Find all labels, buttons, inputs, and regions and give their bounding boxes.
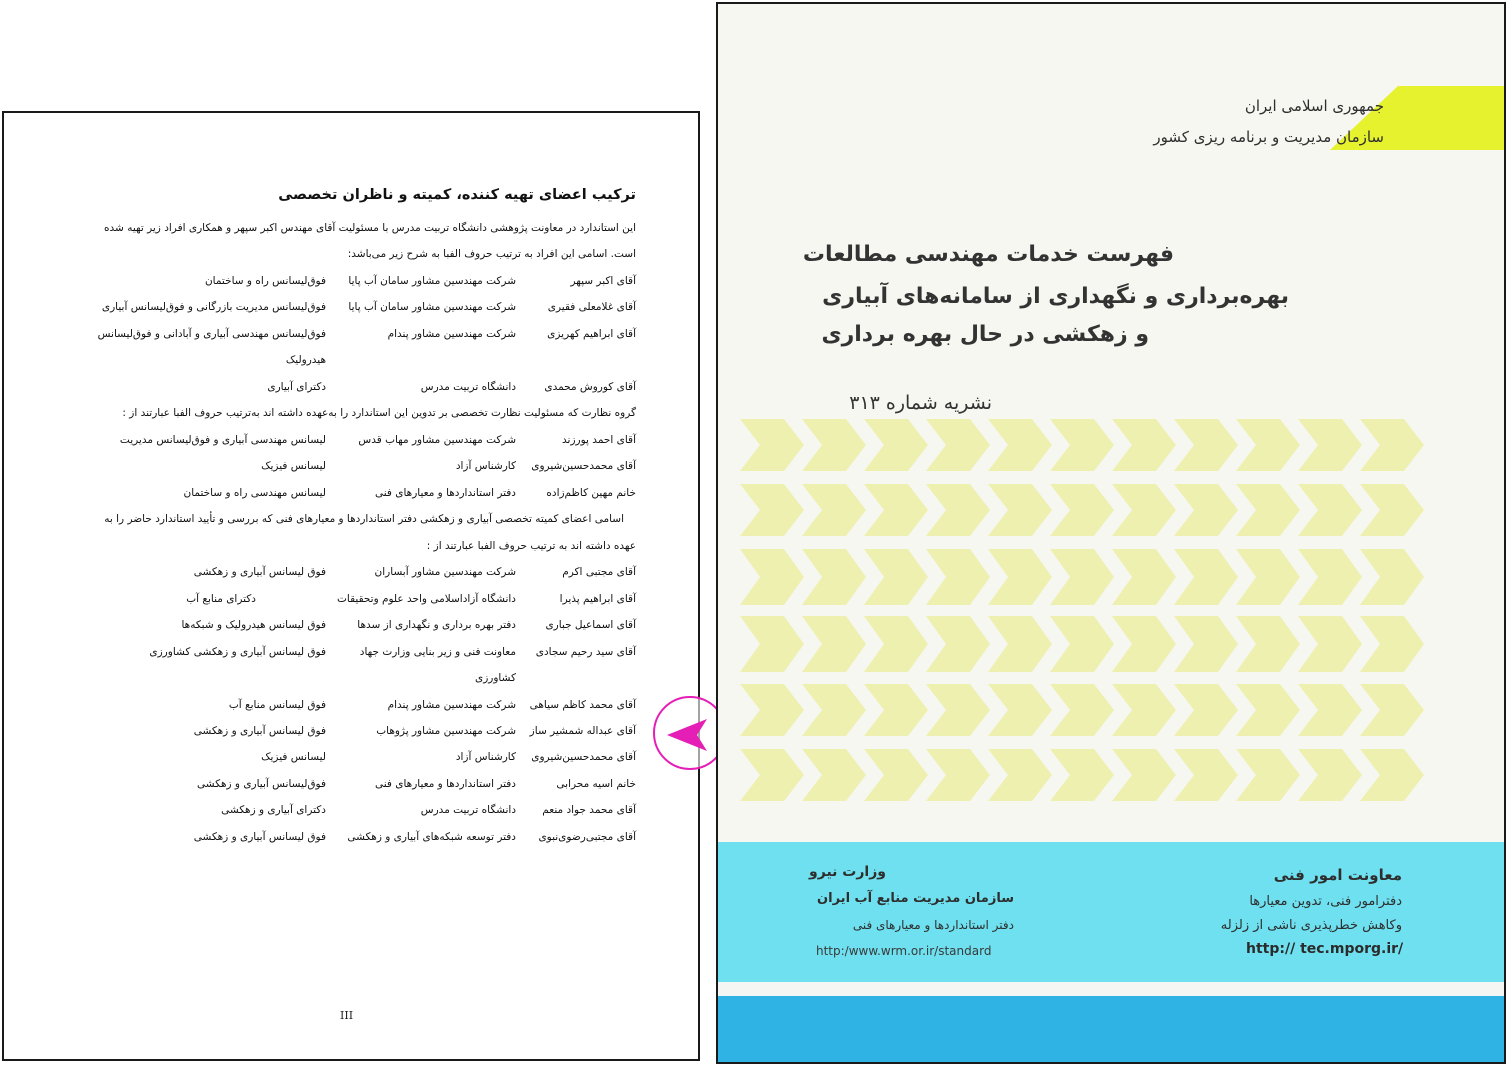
chevron-shape [802,616,866,672]
member-name: آقای کوروش محمدی [544,381,636,393]
member-name: آقای غلامعلی فقیری [547,301,636,313]
member-org: شرکت مهندسین مشاور پندام [387,699,516,711]
member-org: دفتر استانداردها و معیارهای فنی [374,487,516,499]
page-number: III [340,1009,354,1022]
member-degree: دکترای منابع آب [186,593,256,605]
footer-right-line-2: دفترامور فنی، تدوین معیارها [1249,894,1402,909]
member-org: کشاورزی [475,672,516,684]
chevron-shape [988,749,1052,801]
member-org: کارشناس آزاد [455,751,516,763]
member-org: دانشگاه تربیت مدرس [420,804,516,816]
member-name: آقای احمد پورزند [562,434,636,446]
chevron-shape [926,549,990,605]
cover-title-line-3: و زهکشی در حال بهره برداری [821,322,1149,347]
member-degree: لیسانس مهندسی راه و ساختمان [183,487,326,499]
document-cover-right [716,2,1506,1064]
chevron-shape [864,684,928,736]
footer-left-line-2: سازمان مدیریت منابع آب ایران [817,891,1014,906]
member-degree: فوق لیسانس آبیاری و زهکشی کشاورزی [149,646,326,658]
chevron-shape [988,684,1052,736]
chevron-shape [988,616,1052,672]
chevron-shape [1174,419,1238,471]
chevron-shape [802,484,866,536]
chevron-shape [1236,616,1300,672]
cover-title-line-1: فهرست خدمات مهندسی مطالعات [802,242,1174,267]
chevron-shape [1298,684,1362,736]
member-name: آقای محمد کاظم سیاهی [529,699,636,711]
chevron-shape [740,749,804,801]
member-degree: فوق‌لیسانس آبیاری و زهکشی [197,778,326,790]
member-org: شرکت مهندسین مشاور سامان آب پایا [348,275,516,287]
chevron-shape [1236,484,1300,536]
member-degree: فوق لیسانس آبیاری و زهکشی [193,725,326,737]
member-degree: فوق لیسانس هیدرولیک و شبکه‌ها [181,619,326,631]
member-org: شرکت مهندسین مشاور آبساران [374,566,516,578]
member-name: آقای محمدحسین‌شیروی [531,751,636,763]
chevron-shape [740,684,804,736]
footer-right-line-3: وکاهش خطرپذیری ناشی از زلزله [1220,918,1402,933]
member-row [56,434,636,454]
member-row [56,646,636,666]
chevron-shape [740,549,804,605]
member-name: آقای مجتبی‌رضوی‌نبوی [538,831,636,843]
member-row [56,778,636,798]
chevron-shape [1050,484,1114,536]
footer-left-line-3: دفتر استانداردها و معیارهای فنی [852,918,1014,932]
chevron-shape [1236,749,1300,801]
member-row [56,460,636,480]
chevron-shape [926,684,990,736]
supervision-intro: گروه نظارت که مسئولیت نظارت تخصصی بر تدوین این استاندارد را به‌عهده داشته اند به‌ترتیب حروف الفبا عبارتند از : [122,407,636,419]
committee-line-1: اسامی اعضای کمیته تخصصی آبیاری و زهکشی دفتر استانداردها و معیارهای فنی که بررسی و تأیید استاندارد حاضر را به [104,513,624,525]
chevron-shape [740,484,804,536]
chevron-shape [1050,684,1114,736]
member-org: شرکت مهندسین مشاور سامان آب پایا [348,301,516,313]
chevron-shape [802,684,866,736]
member-name: آقای محمدحسین‌شیروی [531,460,636,472]
chevron-shape [1112,684,1176,736]
document-page-left [2,111,700,1061]
chevron-shape [1174,549,1238,605]
member-org: دانشگاه آزاداسلامی واحد علوم وتحقیقات [337,593,516,605]
chevron-shape [1050,749,1114,801]
intro-line-2: است. اسامی این افراد به ترتیب حروف الفبا به شرح زیر می‌باشد: [347,248,636,260]
member-name: آقای اسماعیل جباری [545,619,636,631]
member-degree: فوق لیسانس منابع آب [228,699,326,711]
member-row [56,699,636,719]
chevron-shape [1112,549,1176,605]
chevron-shape [1112,419,1176,471]
footer-right-line-1: معاونت امور فنی [1273,866,1402,884]
chevron-shape [1050,549,1114,605]
member-row [56,275,636,295]
chevron-shape [864,549,928,605]
chevron-shape [1360,484,1424,536]
chevron-shape [864,419,928,471]
member-name: خانم مهین کاظم‌زاده [546,487,636,499]
member-degree: دکترای آبیاری و زهکشی [221,804,326,816]
page-title: ترکیب اعضای تهیه کننده، کمیته و ناظران تخصصی [278,187,636,203]
member-name: آقای ابراهیم پذیرا [559,593,636,605]
chevron-shape [1174,684,1238,736]
chevron-shape [740,419,804,471]
member-org: دفتر استانداردها و معیارهای فنی [374,778,516,790]
footer-left-line-1: وزارت نیرو [809,864,886,880]
cover-header-line-1: جمهوری اسلامی ایران [1244,97,1384,115]
member-degree: هیدرولیک [285,354,326,366]
member-row [56,831,636,851]
member-degree: لیسانس فیزیک [261,751,326,763]
member-row [56,487,636,507]
committee-line-2: عهده داشته اند به ترتیب حروف الفبا عبارتند از : [426,540,636,552]
cover-header-line-2: سازمان مدیریت و برنامه ریزی کشور [1153,128,1384,146]
chevron-shape [1050,616,1114,672]
member-row [56,354,636,374]
member-org: شرکت مهندسین مشاور مهاب قدس [358,434,516,446]
member-name: آقای سید رحیم سجادی [535,646,636,658]
chevron-shape [1298,549,1362,605]
member-row [56,751,636,771]
footer-right-url[interactable]: http:// tec.mporg.ir/ [1246,941,1404,957]
member-row [56,672,636,692]
chevron-shape [1112,616,1176,672]
member-name: آقای مجتبی اکرم [562,566,636,578]
chevron-shape [802,749,866,801]
member-degree: دکترای آبیاری [267,381,326,393]
chevron-shape [926,616,990,672]
member-org: دانشگاه تربیت مدرس [420,381,516,393]
chevron-shape [926,749,990,801]
member-name: آقای عبداله شمشیر ساز [529,725,636,737]
member-name: آقای اکبر سپهر [570,275,636,287]
chevron-shape [1112,749,1176,801]
member-row [56,301,636,321]
intro-line-1: این استاندارد در معاونت پژوهشی دانشگاه تربیت مدرس با مسئولیت آقای مهندس اکبر سپهر و همکاری افراد زیر تهیه شده [104,222,636,234]
chevron-shape [802,549,866,605]
member-row [56,619,636,639]
chevron-shape [1174,616,1238,672]
chevron-shape [1298,616,1362,672]
chevron-shape [1298,419,1362,471]
member-name: آقای ابراهیم کهریزی [547,328,636,340]
member-org: شرکت مهندسین مشاور پژوهاب [376,725,516,737]
member-degree: فوق لیسانس آبیاری و زهکشی [193,566,326,578]
chevron-shape [1360,616,1424,672]
member-org: معاونت فنی و زیر بنایی وزارت جهاد [359,646,516,658]
chevron-shape [740,616,804,672]
chevron-shape [864,749,928,801]
member-row [56,725,636,745]
publication-number: نشریه شماره ۳۱۳ [849,392,992,414]
chevron-shape [1112,484,1176,536]
chevron-shape [1360,749,1424,801]
member-degree: لیسانس فیزیک [261,460,326,472]
member-degree: فوق‌لیسانس مدیریت بازرگانی و فوق‌لیسانس آبیاری [101,301,326,313]
member-degree: لیسانس مهندسی آبیاری و فوق‌لیسانس مدیریت [119,434,326,446]
chevron-shape [1360,549,1424,605]
chevron-shape [926,484,990,536]
chevron-shape [988,549,1052,605]
footer-left-url[interactable]: http:/www.wrm.or.ir/standard [816,944,992,958]
member-row [56,328,636,348]
member-degree: فوق‌لیسانس راه و ساختمان [204,275,326,287]
member-org: دفتر بهره برداری و نگهداری از سدها [357,619,516,631]
member-row [56,566,636,586]
chevron-shape [988,484,1052,536]
cover-title-line-2: بهره‌برداری و نگهداری از سامانه‌های آبیاری [822,284,1289,309]
chevron-shape [1360,684,1424,736]
member-org: دفتر توسعه شبکه‌های آبیاری و زهکشی [347,831,516,843]
member-row [56,804,636,824]
member-degree: فوق‌لیسانس مهندسی آبیاری و آبادانی و فوق‌لیسانس [97,328,326,340]
member-row [56,381,636,401]
chevron-shape [1174,484,1238,536]
chevron-shape [1236,684,1300,736]
chevron-shape [926,419,990,471]
chevron-shape [802,419,866,471]
member-name: خانم اسیه محرابی [556,778,636,790]
chevron-shape [1174,749,1238,801]
member-row [56,593,636,613]
member-degree: فوق لیسانس آبیاری و زهکشی [193,831,326,843]
chevron-shape [1236,419,1300,471]
chevron-shape [988,419,1052,471]
chevron-shape [1050,419,1114,471]
member-name: آقای محمد جواد منعم [542,804,636,816]
chevron-shape [1236,549,1300,605]
chevron-shape [864,616,928,672]
member-org: کارشناس آزاد [455,460,516,472]
chevron-shape [1298,749,1362,801]
chevron-shape [1360,419,1424,471]
chevron-shape [1298,484,1362,536]
member-org: شرکت مهندسین مشاور پندام [387,328,516,340]
chevron-shape [864,484,928,536]
